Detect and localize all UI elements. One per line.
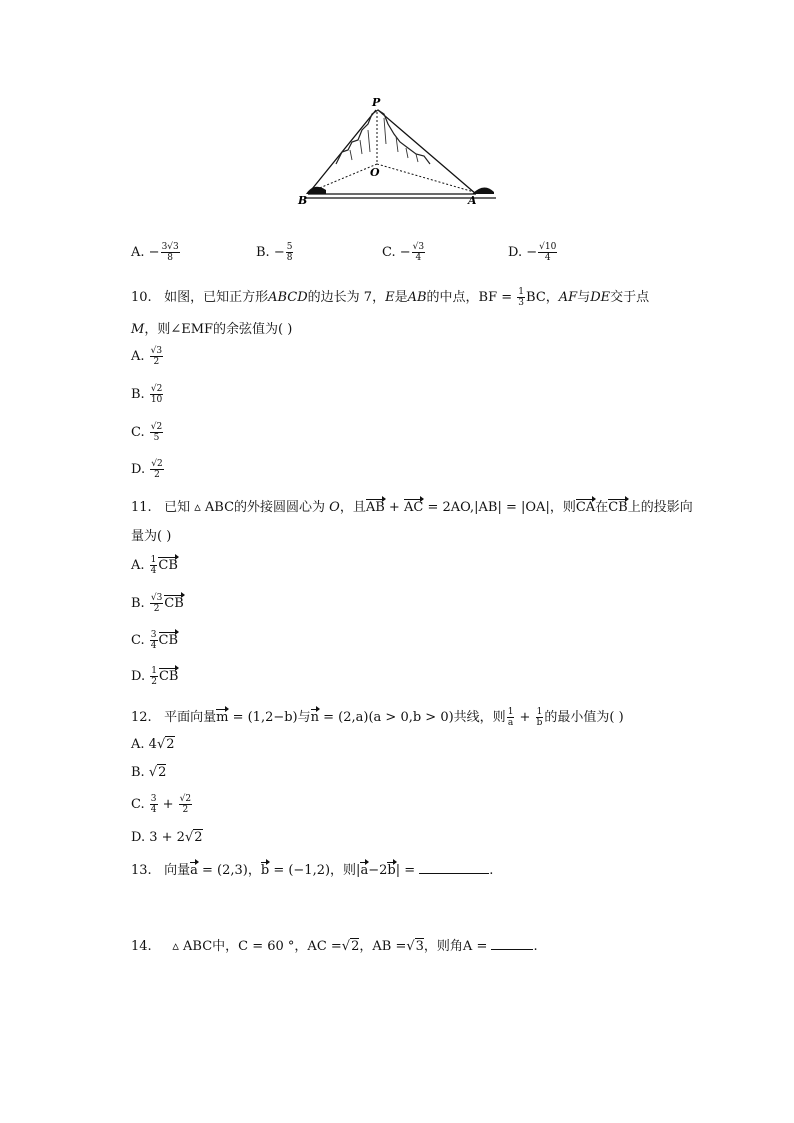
text-q11-options-0-den: 4 <box>150 566 157 576</box>
text-q10-options-2-num: √2 <box>150 422 163 432</box>
q14-answer-blank[interactable] <box>491 937 533 950</box>
text-q11-options-1-den: 2 <box>153 604 160 614</box>
text-q11-ac: AC <box>403 500 424 515</box>
text-q10-number: 10. <box>131 290 152 305</box>
text-q9-b_den: 8 <box>286 253 293 263</box>
q12-option-d[interactable]: D. 3 + 2√2 <box>131 830 203 845</box>
text-q14-end: . <box>533 939 538 954</box>
text-q10-options-3-num: √2 <box>151 459 163 469</box>
text-q11-plus: + <box>384 500 404 515</box>
text-q11-options-3-num: 1 <box>151 666 157 676</box>
text-q14-rad2: 3 <box>415 939 424 954</box>
text-q11-options-3-den: 2 <box>151 677 157 687</box>
text-q10-options-3-den: 2 <box>154 470 160 480</box>
text-q11-options-1-label: B. <box>131 596 145 611</box>
label-p: P <box>372 96 381 109</box>
q9-option-a[interactable]: A. − $\frac{3√3}{8}$ <box>131 242 179 263</box>
text-q12-text_c: = (2,a)(a > 0,b > 0)共线，则 <box>319 710 506 725</box>
text-q11-options-2-num: 3 <box>150 630 157 640</box>
text-q11-options-2-label: C. <box>131 633 145 648</box>
text-q11-cb: CB <box>608 500 628 515</box>
text-q12-f1_num: 1 <box>507 707 514 717</box>
text-q9-a_label: A. <box>131 245 145 260</box>
text-q13-a_vec: a <box>190 863 198 878</box>
q10-option-a[interactable] <box>131 346 164 367</box>
text-q12-a_rad: 2 <box>166 737 175 752</box>
text-q12-c_label: C. <box>131 797 145 812</box>
text-q13-minus: −2 <box>368 863 388 878</box>
text-q11-ca: CA <box>575 500 596 515</box>
text-q9-c_label: C. <box>382 245 396 260</box>
edge-pa <box>378 110 476 194</box>
text-q12-c_den2: 2 <box>182 805 189 815</box>
text-q9-d_num: √10 <box>539 242 557 252</box>
q12-option-c[interactable] <box>131 794 193 815</box>
text-q11-zai: 在 <box>595 500 609 515</box>
label-b: B <box>298 194 308 207</box>
text-q12-c_den1: 4 <box>150 805 157 815</box>
text-q14-text_c: ，则角A = <box>423 939 488 954</box>
text-q10-options-0-label: A. <box>131 349 145 364</box>
q11-option-b[interactable] <box>131 593 184 614</box>
text-q10-line1_e: BC， <box>526 290 559 305</box>
text-q10-options-2-den: 5 <box>153 433 160 443</box>
text-q11-cb_text: CB <box>158 633 178 648</box>
text-q12-b_label: B. <box>131 765 145 780</box>
text-q11-o: O <box>329 500 340 515</box>
text-q12-m_vec: m <box>216 710 229 725</box>
mountain-figure <box>296 94 500 210</box>
text-q11-options-2-den: 4 <box>150 641 157 651</box>
text-q11-cb_text: CB <box>158 669 179 684</box>
text-q10-line1_f: 与 <box>577 290 591 305</box>
text-q10-af: AF <box>558 290 578 305</box>
q11-stem-line2 <box>131 525 171 544</box>
q9-option-b[interactable]: B. − $\frac{5}{8}$ <box>256 242 293 263</box>
text-q10-line2: ，则∠EMF的余弦值为( ) <box>144 322 293 337</box>
text-q12-number: 12. <box>131 710 152 725</box>
q10-option-c[interactable] <box>131 422 164 443</box>
q12-option-b[interactable]: B. √2 <box>131 765 167 780</box>
text-q12-d_rad: 2 <box>194 830 203 845</box>
text-q11-line2: 量为( ) <box>131 529 172 544</box>
text-q13-text_d: | = <box>395 863 416 878</box>
text-q13-b2: b <box>387 863 396 878</box>
text-q10-abcd: ABCD <box>268 290 308 305</box>
text-q12-b_rad: 2 <box>158 765 167 780</box>
text-q9-b_label: B. <box>256 245 270 260</box>
text-q10-options-0-num: √3 <box>150 346 163 356</box>
text-q9-d_den: 4 <box>544 253 551 263</box>
text-q11-options-0-label: A. <box>131 558 145 573</box>
text-q12-f2_num: 1 <box>536 707 543 717</box>
text-q12-d_val: 3 + 2 <box>149 830 185 845</box>
text-q10-line1_a: 如图，已知正方形 <box>164 290 269 305</box>
text-q10-ab: AB <box>407 290 427 305</box>
text-q10-options-1-num: √2 <box>150 384 163 394</box>
text-q10-m: M <box>131 322 145 337</box>
text-q10-options-2-label: C. <box>131 425 145 440</box>
text-q13-end: . <box>489 863 494 878</box>
text-q9-b_num: 5 <box>286 242 293 252</box>
text-q10-options-3-label: D. <box>131 462 146 477</box>
q10-stem-line2 <box>131 318 292 337</box>
text-q11-options-1-num: √3 <box>150 593 163 603</box>
text-q10-e: E <box>385 290 395 305</box>
q10-option-b[interactable] <box>131 384 164 405</box>
text-q12-f2_den: b <box>536 718 543 728</box>
text-q12-c_plus: + <box>158 797 178 812</box>
text-q11-eq: = 2AO,|AB| = |OA|，则 <box>423 500 576 515</box>
text-q10-frac_den: 3 <box>518 298 525 308</box>
text-q11-options-3-label: D. <box>131 669 146 684</box>
text-q13-text_b: = (2,3)， <box>197 863 261 878</box>
text-q14-rad1: 2 <box>351 939 360 954</box>
text-q11-number: 11. <box>131 500 152 515</box>
q11-option-a[interactable] <box>131 555 178 576</box>
q14-stem: 14. ▵ ABC中，C = 60 °，AC =√2，AB =√3，则角A = . <box>131 939 538 954</box>
text-q11-line1_a: 已知 ▵ ABC的外接圆圆心为 <box>164 500 326 515</box>
text-q13-text_a: 向量 <box>164 863 191 878</box>
text-q12-text_a: 平面向量 <box>164 710 217 725</box>
text-q12-a_val: 4 <box>148 737 157 752</box>
text-q14-number: 14. <box>131 939 152 954</box>
text-q12-c_num2: √2 <box>179 794 192 804</box>
text-q11-options-0-num: 1 <box>150 555 157 565</box>
mountain-ridges <box>350 118 418 162</box>
q12-stem <box>131 706 624 728</box>
text-q10-options-0-den: 2 <box>153 357 160 367</box>
text-q10-de: DE <box>590 290 611 305</box>
text-q9-c_num: √3 <box>412 242 425 252</box>
q11-option-c[interactable] <box>131 630 178 651</box>
text-q12-text_d: 的最小值为( ) <box>544 710 624 725</box>
text-q12-a_label: A. <box>131 737 145 752</box>
q10-option-d[interactable] <box>131 459 165 480</box>
text-q11-ab: AB <box>365 500 385 515</box>
q13-answer-blank[interactable] <box>419 861 489 874</box>
text-q14-text_a: ▵ ABC中，C = 60 °，AC = <box>172 939 342 954</box>
text-q9-d_label: D. <box>508 245 523 260</box>
label-a: A <box>468 194 477 207</box>
text-q10-line1_b: 的边长为 7， <box>307 290 386 305</box>
text-q14-text_b: ，AB = <box>359 939 407 954</box>
text-q10-options-1-label: B. <box>131 387 145 402</box>
text-q9-a_num: 3√3 <box>161 242 179 252</box>
text-q11-cb_text: CB <box>164 596 184 611</box>
text-q13-number: 13. <box>131 863 152 878</box>
text-q11-line1_b: ，且 <box>339 500 366 515</box>
text-q12-d_label: D. <box>131 830 146 845</box>
text-q13-text_c: = (−1,2)，则| <box>269 863 361 878</box>
label-o: O <box>370 166 380 179</box>
q12-option-a[interactable]: A. 4√2 <box>131 737 175 752</box>
text-q11-line1_c: 上的投影向 <box>627 500 693 515</box>
text-q12-text_b: = (1,2−b)与 <box>228 710 311 725</box>
text-q13-a2: a <box>360 863 369 878</box>
text-q10-options-1-den: 10 <box>150 395 163 405</box>
mountain-outline <box>336 110 430 164</box>
text-q12-f1_den: a <box>507 718 514 728</box>
text-q12-plus: + <box>515 710 535 725</box>
q11-stem-line1 <box>131 496 693 515</box>
text-q10-frac_num: 1 <box>518 287 525 297</box>
text-q11-cb_text: CB <box>158 558 178 573</box>
text-q10-line1_d: 的中点，BF = <box>426 290 513 305</box>
text-q9-c_den: 4 <box>415 253 422 263</box>
q11-option-d[interactable] <box>131 666 178 687</box>
q9-option-d[interactable]: D. − $\frac{√10}{4}$ <box>508 242 557 263</box>
dotted-oa <box>377 164 474 192</box>
text-q10-line1_g: 交于点 <box>610 290 650 305</box>
text-q9-a_den: 8 <box>167 253 174 263</box>
q13-stem <box>131 859 493 878</box>
observer-b-icon <box>306 187 326 194</box>
text-q12-c_num1: 3 <box>150 794 157 804</box>
text-q13-b_vec: b <box>260 863 270 878</box>
q9-option-c[interactable]: C. − $\frac{√3}{4}$ <box>382 242 425 263</box>
text-q10-line1_c: 是 <box>394 290 408 305</box>
q10-stem-line1 <box>131 286 649 308</box>
text-q12-n_vec: n <box>310 710 320 725</box>
